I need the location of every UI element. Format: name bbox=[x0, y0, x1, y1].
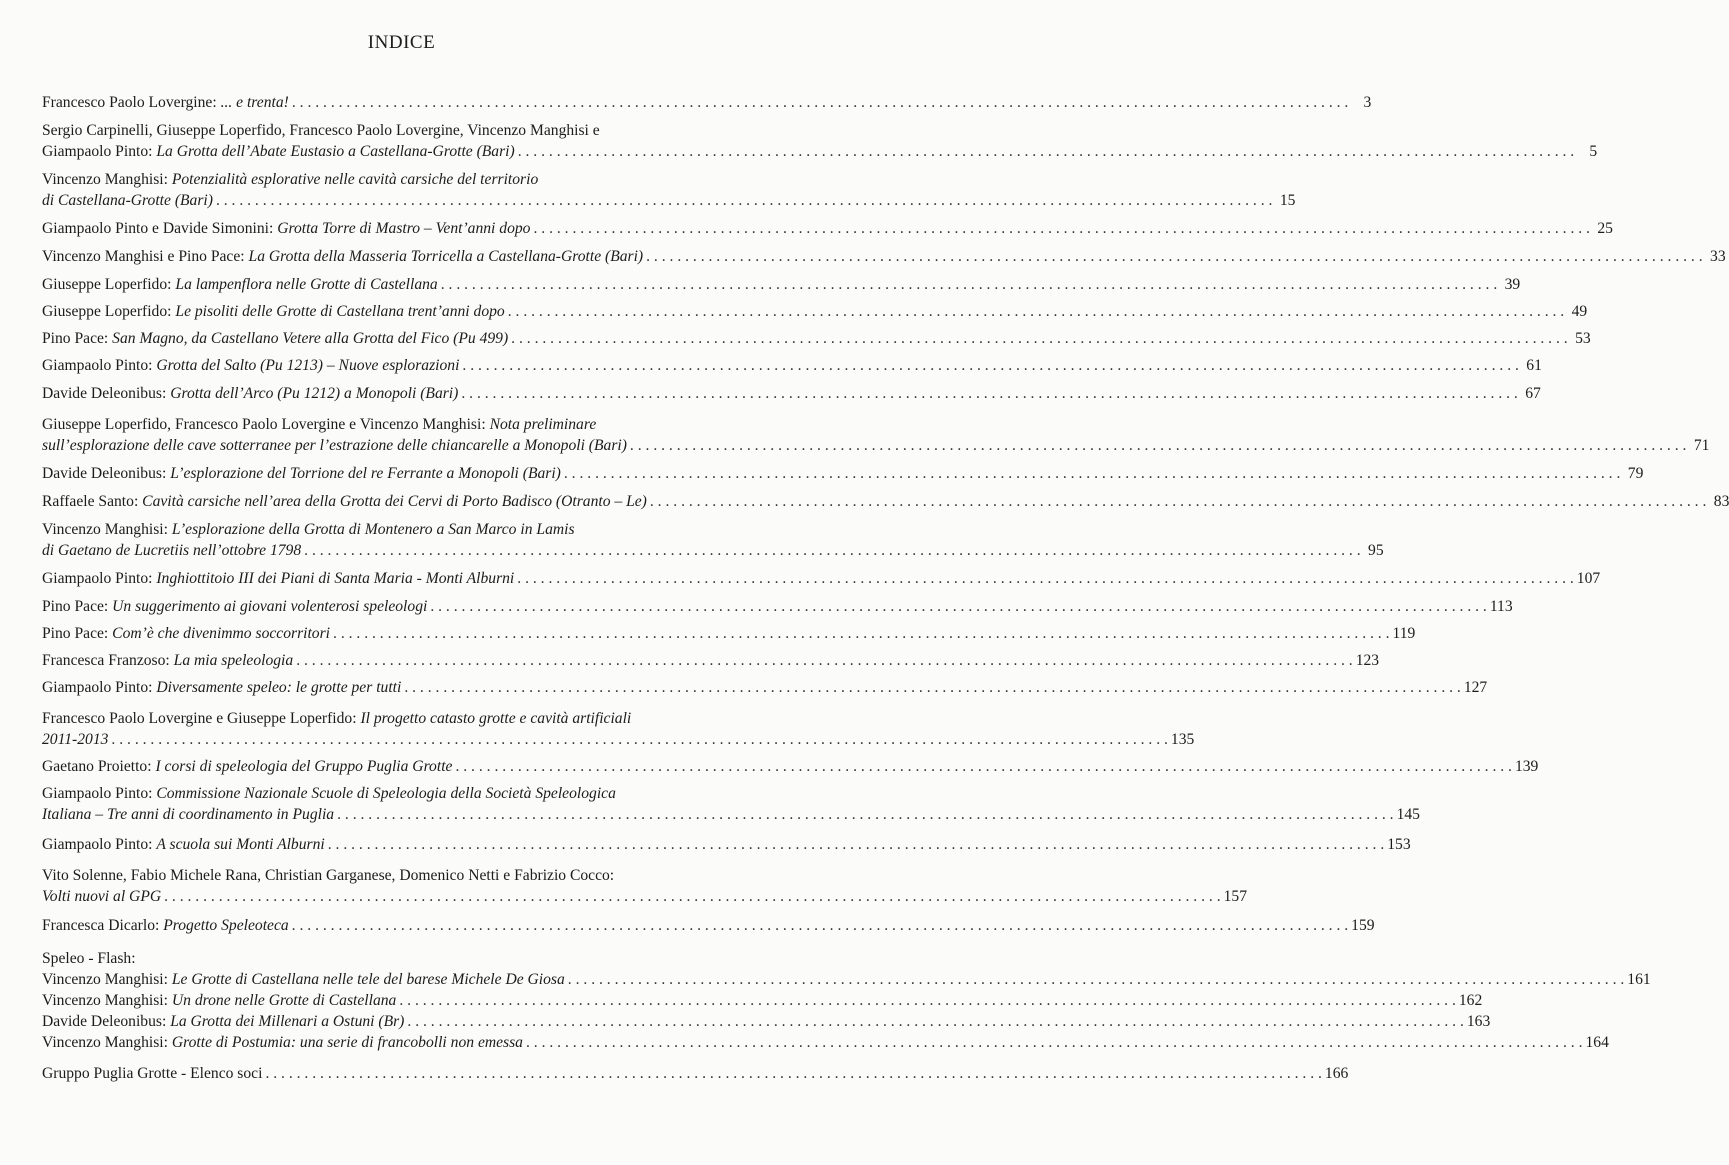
toc-entry[interactable] bbox=[42, 120, 1598, 162]
entry-title: Cavità carsiche nell’area della Grotta dei Cervi di Porto Badisco (Otranto – Le) bbox=[142, 493, 647, 510]
toc-entry-line bbox=[42, 756, 1539, 777]
toc-entry[interactable] bbox=[42, 865, 1247, 907]
page-number: 127 bbox=[1463, 679, 1488, 696]
entry-author: Giuseppe Loperfido: bbox=[42, 276, 176, 293]
page-number: 71 bbox=[1693, 437, 1710, 454]
toc-entry[interactable] bbox=[42, 246, 1726, 267]
toc-entry-line bbox=[42, 383, 1541, 404]
toc-entry-line bbox=[42, 120, 777, 141]
page-number: 25 bbox=[1597, 220, 1613, 237]
dot-leader bbox=[568, 969, 1624, 990]
page-number: 164 bbox=[1585, 1034, 1609, 1051]
entry-author: Francesca Franzoso: bbox=[42, 652, 174, 669]
entry-author: Francesco Paolo Lovergine e Giuseppe Loperfido: bbox=[42, 710, 361, 727]
dot-leader bbox=[292, 92, 1348, 113]
page-number: 162 bbox=[1458, 992, 1483, 1009]
entry-text bbox=[42, 141, 515, 162]
dot-leader bbox=[216, 190, 1272, 211]
entry-text bbox=[42, 301, 505, 322]
entry-title: Il progetto catasto grotte e cavità artificiali bbox=[360, 710, 632, 727]
entry-author: Davide Deleonibus: bbox=[42, 385, 171, 402]
toc-entry[interactable] bbox=[42, 568, 1601, 589]
toc-entry-line bbox=[42, 729, 1195, 750]
dot-leader bbox=[407, 1011, 1463, 1032]
entry-text bbox=[42, 246, 643, 267]
entry-text bbox=[42, 463, 561, 484]
toc-entry[interactable] bbox=[42, 1011, 1491, 1032]
toc-entry[interactable] bbox=[42, 169, 1296, 211]
toc-entry-line bbox=[42, 886, 1247, 907]
table-of-contents bbox=[42, 92, 1729, 1084]
toc-entry-line bbox=[42, 1032, 1609, 1053]
entry-author: Giampaolo Pinto: bbox=[42, 679, 157, 696]
entry-author: Pino Pace: bbox=[42, 598, 113, 615]
page-number: 61 bbox=[1526, 357, 1542, 374]
entry-text bbox=[42, 783, 616, 804]
toc-entry[interactable] bbox=[42, 301, 1588, 322]
dot-leader bbox=[462, 355, 1518, 376]
entry-title: Grotta del Salto (Pu 1213) – Nuove esplorazioni bbox=[156, 357, 460, 374]
entry-text bbox=[42, 834, 325, 855]
entry-author: Giampaolo Pinto: bbox=[42, 570, 157, 587]
dot-leader bbox=[517, 568, 1573, 589]
entry-text bbox=[42, 519, 575, 540]
toc-entry[interactable] bbox=[42, 491, 1729, 512]
page-number: 161 bbox=[1627, 971, 1651, 988]
entry-text bbox=[42, 414, 596, 435]
dot-leader bbox=[430, 596, 1486, 617]
page-number: 119 bbox=[1392, 625, 1416, 642]
entry-text bbox=[42, 540, 301, 561]
entry-author: Giuseppe Loperfido: bbox=[42, 303, 176, 320]
entry-text bbox=[42, 190, 213, 211]
entry-author: Vincenzo Manghisi: bbox=[42, 521, 172, 538]
entry-title: Grotta dell’Arco (Pu 1212) a Monopoli (Bari) bbox=[170, 385, 459, 402]
toc-entry[interactable] bbox=[42, 834, 1411, 855]
entry-text bbox=[42, 677, 401, 698]
entry-author: Vincenzo Manghisi: bbox=[42, 992, 172, 1009]
page-number: 5 bbox=[1589, 143, 1598, 160]
entry-text bbox=[42, 804, 334, 825]
entry-title: ... e trenta! bbox=[220, 94, 289, 111]
toc-entry-line bbox=[42, 435, 1710, 456]
toc-entry-line bbox=[42, 969, 1651, 990]
toc-entry-line bbox=[42, 650, 1380, 671]
toc-entry-line bbox=[42, 1011, 1491, 1032]
page-number: 79 bbox=[1627, 465, 1644, 482]
entry-author: Gaetano Proietto: bbox=[42, 758, 156, 775]
toc-entry-line bbox=[42, 491, 1729, 512]
entry-title: Potenzialità esplorative nelle cavità carsiche del territorio bbox=[171, 171, 539, 188]
toc-entry-line bbox=[42, 623, 1416, 644]
page-number: 157 bbox=[1223, 888, 1247, 905]
entry-title: La Grotta dei Millenari a Ostuni (Br) bbox=[170, 1013, 405, 1030]
entry-author: Giampaolo Pinto: bbox=[42, 836, 157, 853]
toc-entry-line bbox=[42, 92, 1372, 113]
toc-entry-line bbox=[42, 355, 1542, 376]
toc-entry-line bbox=[42, 519, 777, 540]
toc-entry[interactable] bbox=[42, 650, 1380, 671]
toc-entry-line bbox=[42, 677, 1488, 698]
toc-entry[interactable] bbox=[42, 756, 1539, 777]
entry-author: Giampaolo Pinto: bbox=[42, 357, 157, 374]
toc-entry-line bbox=[42, 463, 1644, 484]
page-number: 135 bbox=[1170, 731, 1195, 748]
entry-text bbox=[42, 1032, 523, 1053]
entry-author: Raffaele Santo: bbox=[42, 493, 143, 510]
toc-entry-line bbox=[42, 540, 1384, 561]
page-number: 166 bbox=[1324, 1065, 1349, 1082]
entry-title: 2011-2013 bbox=[42, 731, 109, 748]
entry-title: A scuola sui Monti Alburni bbox=[156, 836, 325, 853]
entry-text bbox=[42, 355, 459, 376]
page-title: INDICE bbox=[367, 32, 436, 53]
entry-author: Davide Deleonibus: bbox=[42, 465, 171, 482]
entry-text bbox=[42, 274, 438, 295]
toc-entry-line bbox=[42, 141, 1598, 162]
dot-leader bbox=[164, 886, 1220, 907]
entry-title: Un suggerimento ai giovani volenterosi speleologi bbox=[112, 598, 428, 615]
entry-author: Davide Deleonibus: bbox=[42, 1013, 171, 1030]
entry-text bbox=[42, 915, 289, 936]
entry-title: La Grotta dell’Abate Eustasio a Castellana-Grotte (Bari) bbox=[156, 143, 515, 160]
entry-author: Vito Solenne, Fabio Michele Rana, Christian Garganese, Domenico Netti e Fabrizio Cocco: bbox=[42, 867, 615, 884]
entry-title: sull’esplorazione delle cave sotterranee per l’estrazione delle chiancarelle a Monopoli (Bari) bbox=[42, 437, 627, 454]
toc-entry-line bbox=[42, 568, 1601, 589]
dot-leader bbox=[461, 383, 1517, 404]
toc-entry[interactable] bbox=[42, 355, 1542, 376]
entry-author: Francesca Dicarlo: bbox=[42, 917, 164, 934]
dot-leader bbox=[508, 301, 1564, 322]
page-number: 163 bbox=[1466, 1013, 1491, 1030]
toc-entry-line bbox=[42, 301, 1588, 322]
page-number: 95 bbox=[1368, 542, 1384, 559]
entry-title: Grotte di Postumia: una serie di francobolli non emessa bbox=[171, 1034, 523, 1051]
toc-entry[interactable] bbox=[42, 1063, 1349, 1084]
toc-entry-line bbox=[42, 328, 1591, 349]
dot-leader bbox=[650, 491, 1706, 512]
toc-entry-line bbox=[42, 804, 1420, 825]
entry-author: Giampaolo Pinto: bbox=[42, 785, 157, 802]
toc-entry[interactable] bbox=[42, 218, 1613, 239]
entry-title: Le Grotte di Castellana nelle tele del barese Michele De Giosa bbox=[171, 971, 565, 988]
page-number: 39 bbox=[1504, 276, 1521, 293]
entry-title: Volti nuovi al GPG bbox=[42, 888, 162, 905]
toc-entry-line bbox=[42, 246, 1726, 267]
toc-entry[interactable] bbox=[42, 783, 1420, 825]
page-number: 83 bbox=[1713, 493, 1729, 510]
toc-entry-line bbox=[42, 783, 777, 804]
entry-text bbox=[42, 886, 161, 907]
toc-entry-line bbox=[42, 190, 1296, 211]
dot-leader bbox=[646, 246, 1702, 267]
toc-entry-line bbox=[42, 834, 1411, 855]
entry-text bbox=[42, 990, 396, 1011]
entry-title: di Castellana-Grotte (Bari) bbox=[42, 192, 213, 209]
entry-text bbox=[42, 708, 631, 729]
entry-title: L’esplorazione della Grotta di Montenero a San Marco in Lamis bbox=[171, 521, 575, 538]
page-number: 33 bbox=[1710, 248, 1726, 265]
entry-author: Francesco Paolo Lovergine: bbox=[42, 94, 221, 111]
dot-leader bbox=[441, 274, 1497, 295]
entry-text bbox=[42, 169, 538, 190]
dot-leader bbox=[511, 328, 1567, 349]
entry-text bbox=[42, 218, 530, 239]
page-number: 145 bbox=[1396, 806, 1420, 823]
entry-author: Pino Pace: bbox=[42, 625, 113, 642]
entry-text bbox=[42, 568, 514, 589]
entry-author: Giampaolo Pinto e Davide Simonini: bbox=[42, 220, 278, 237]
toc-entry[interactable] bbox=[42, 1032, 1609, 1053]
toc-entry[interactable] bbox=[42, 519, 1384, 561]
toc-entry-line bbox=[42, 218, 1613, 239]
entry-author: Speleo - Flash: bbox=[42, 950, 136, 967]
toc-entry[interactable] bbox=[42, 623, 1416, 644]
entry-title: Com’è che divenimmo soccorritori bbox=[112, 625, 331, 642]
entry-text bbox=[42, 650, 293, 671]
entry-text bbox=[42, 756, 452, 777]
toc-entry[interactable] bbox=[42, 92, 1372, 113]
entry-title: San Magno, da Castellano Vetere alla Grotta del Fico (Pu 499) bbox=[112, 330, 509, 347]
dot-leader bbox=[304, 540, 1360, 561]
entry-title: La mia speleologia bbox=[173, 652, 294, 669]
dot-leader bbox=[526, 1032, 1582, 1053]
toc-entry-line bbox=[42, 169, 777, 190]
entry-author: Vincenzo Manghisi: bbox=[42, 971, 172, 988]
toc-entry[interactable] bbox=[42, 990, 1483, 1011]
toc-entry-line bbox=[42, 990, 1483, 1011]
entry-text bbox=[42, 865, 614, 886]
toc-entry[interactable] bbox=[42, 677, 1488, 698]
entry-text bbox=[42, 328, 508, 349]
entry-title: L’esplorazione del Torrione del re Ferrante a Monopoli (Bari) bbox=[170, 465, 561, 482]
entry-title: Nota preliminare bbox=[489, 416, 597, 433]
page-number: 53 bbox=[1575, 330, 1591, 347]
dot-leader bbox=[533, 218, 1589, 239]
entry-title: La Grotta della Masseria Torricella a Castellana-Grotte (Bari) bbox=[248, 248, 644, 265]
dot-leader bbox=[518, 141, 1574, 162]
page-number: 153 bbox=[1387, 836, 1411, 853]
dot-leader bbox=[630, 435, 1686, 456]
page-number: 107 bbox=[1576, 570, 1601, 587]
dot-leader bbox=[564, 463, 1620, 484]
toc-entry-line bbox=[42, 865, 777, 886]
entry-text bbox=[42, 1011, 404, 1032]
entry-author: Giampaolo Pinto: bbox=[42, 143, 157, 160]
entry-title: Italiana – Tre anni di coordinamento in Puglia bbox=[42, 806, 335, 823]
toc-entry[interactable] bbox=[42, 274, 1521, 295]
entry-author: Pino Pace: bbox=[42, 330, 113, 347]
toc-entry-line bbox=[42, 915, 1375, 936]
dot-leader bbox=[337, 804, 1393, 825]
entry-title: Un drone nelle Grotte di Castellana bbox=[171, 992, 397, 1009]
entry-text bbox=[42, 1063, 262, 1084]
entry-title: I corsi di speleologia del Gruppo Puglia Grotte bbox=[155, 758, 453, 775]
entry-text bbox=[42, 948, 136, 969]
entry-title: Grotta Torre di Mastro – Vent’anni dopo bbox=[277, 220, 531, 237]
dot-leader bbox=[111, 729, 1167, 750]
toc-entry[interactable] bbox=[42, 328, 1591, 349]
page-number: 123 bbox=[1355, 652, 1380, 669]
entry-title: Progetto Speleoteca bbox=[163, 917, 289, 934]
dot-leader bbox=[399, 990, 1455, 1011]
page-number: 49 bbox=[1571, 303, 1588, 320]
entry-author: Vincenzo Manghisi: bbox=[42, 1034, 172, 1051]
entry-author: Sergio Carpinelli, Giuseppe Loperfido, Francesco Paolo Lovergine, Vincenzo Manghisi e bbox=[42, 122, 600, 139]
entry-author: Giuseppe Loperfido, Francesco Paolo Lovergine e Vincenzo Manghisi: bbox=[42, 416, 490, 433]
toc-entry-line bbox=[42, 1063, 1349, 1084]
page-number: 67 bbox=[1525, 385, 1541, 402]
entry-author: Vincenzo Manghisi e Pino Pace: bbox=[42, 248, 249, 265]
dot-leader bbox=[333, 623, 1389, 644]
page-number: 113 bbox=[1489, 598, 1513, 615]
page-number: 15 bbox=[1279, 192, 1296, 209]
entry-title: Le pisoliti delle Grotte di Castellana trent’anni dopo bbox=[175, 303, 505, 320]
toc-entry-line bbox=[42, 948, 777, 969]
toc-entry[interactable] bbox=[42, 596, 1513, 617]
toc-entry[interactable] bbox=[42, 463, 1644, 484]
toc-entry[interactable] bbox=[42, 915, 1375, 936]
dot-leader bbox=[328, 834, 1384, 855]
entry-text bbox=[42, 92, 289, 113]
entry-text bbox=[42, 729, 108, 750]
entry-author: Gruppo Puglia Grotte - Elenco soci bbox=[42, 1065, 263, 1082]
entry-author: Vincenzo Manghisi: bbox=[42, 171, 172, 188]
entry-text bbox=[42, 120, 600, 141]
entry-title: La lampenflora nelle Grotte di Castellana bbox=[175, 276, 438, 293]
entry-text bbox=[42, 623, 330, 644]
page-number: 3 bbox=[1363, 94, 1372, 111]
dot-leader bbox=[455, 756, 1511, 777]
entry-text bbox=[42, 969, 565, 990]
dot-leader bbox=[265, 1063, 1321, 1084]
entry-title: Inghiottitoio III dei Piani di Santa Maria - Monti Alburni bbox=[156, 570, 515, 587]
toc-entry[interactable] bbox=[42, 414, 1710, 456]
entry-title: Diversamente speleo: le grotte per tutti bbox=[156, 679, 402, 696]
dot-leader bbox=[296, 650, 1352, 671]
toc-entry-line bbox=[42, 274, 1521, 295]
page-number: 139 bbox=[1514, 758, 1539, 775]
entry-text bbox=[42, 435, 627, 456]
toc-entry[interactable] bbox=[42, 708, 1195, 750]
entry-title: di Gaetano de Lucretiis nell’ottobre 1798 bbox=[42, 542, 302, 559]
entry-text bbox=[42, 491, 647, 512]
page-number: 159 bbox=[1351, 917, 1375, 934]
entry-text bbox=[42, 383, 458, 404]
toc-entry-line bbox=[42, 596, 1513, 617]
entry-title: Commissione Nazionale Scuole di Speleologia della Società Speleologica bbox=[156, 785, 616, 802]
dot-leader bbox=[292, 915, 1348, 936]
entry-text bbox=[42, 596, 427, 617]
dot-leader bbox=[404, 677, 1460, 698]
toc-entry[interactable] bbox=[42, 383, 1541, 404]
toc-entry[interactable] bbox=[42, 948, 1651, 990]
toc-entry-line bbox=[42, 414, 777, 435]
toc-entry-line bbox=[42, 708, 777, 729]
